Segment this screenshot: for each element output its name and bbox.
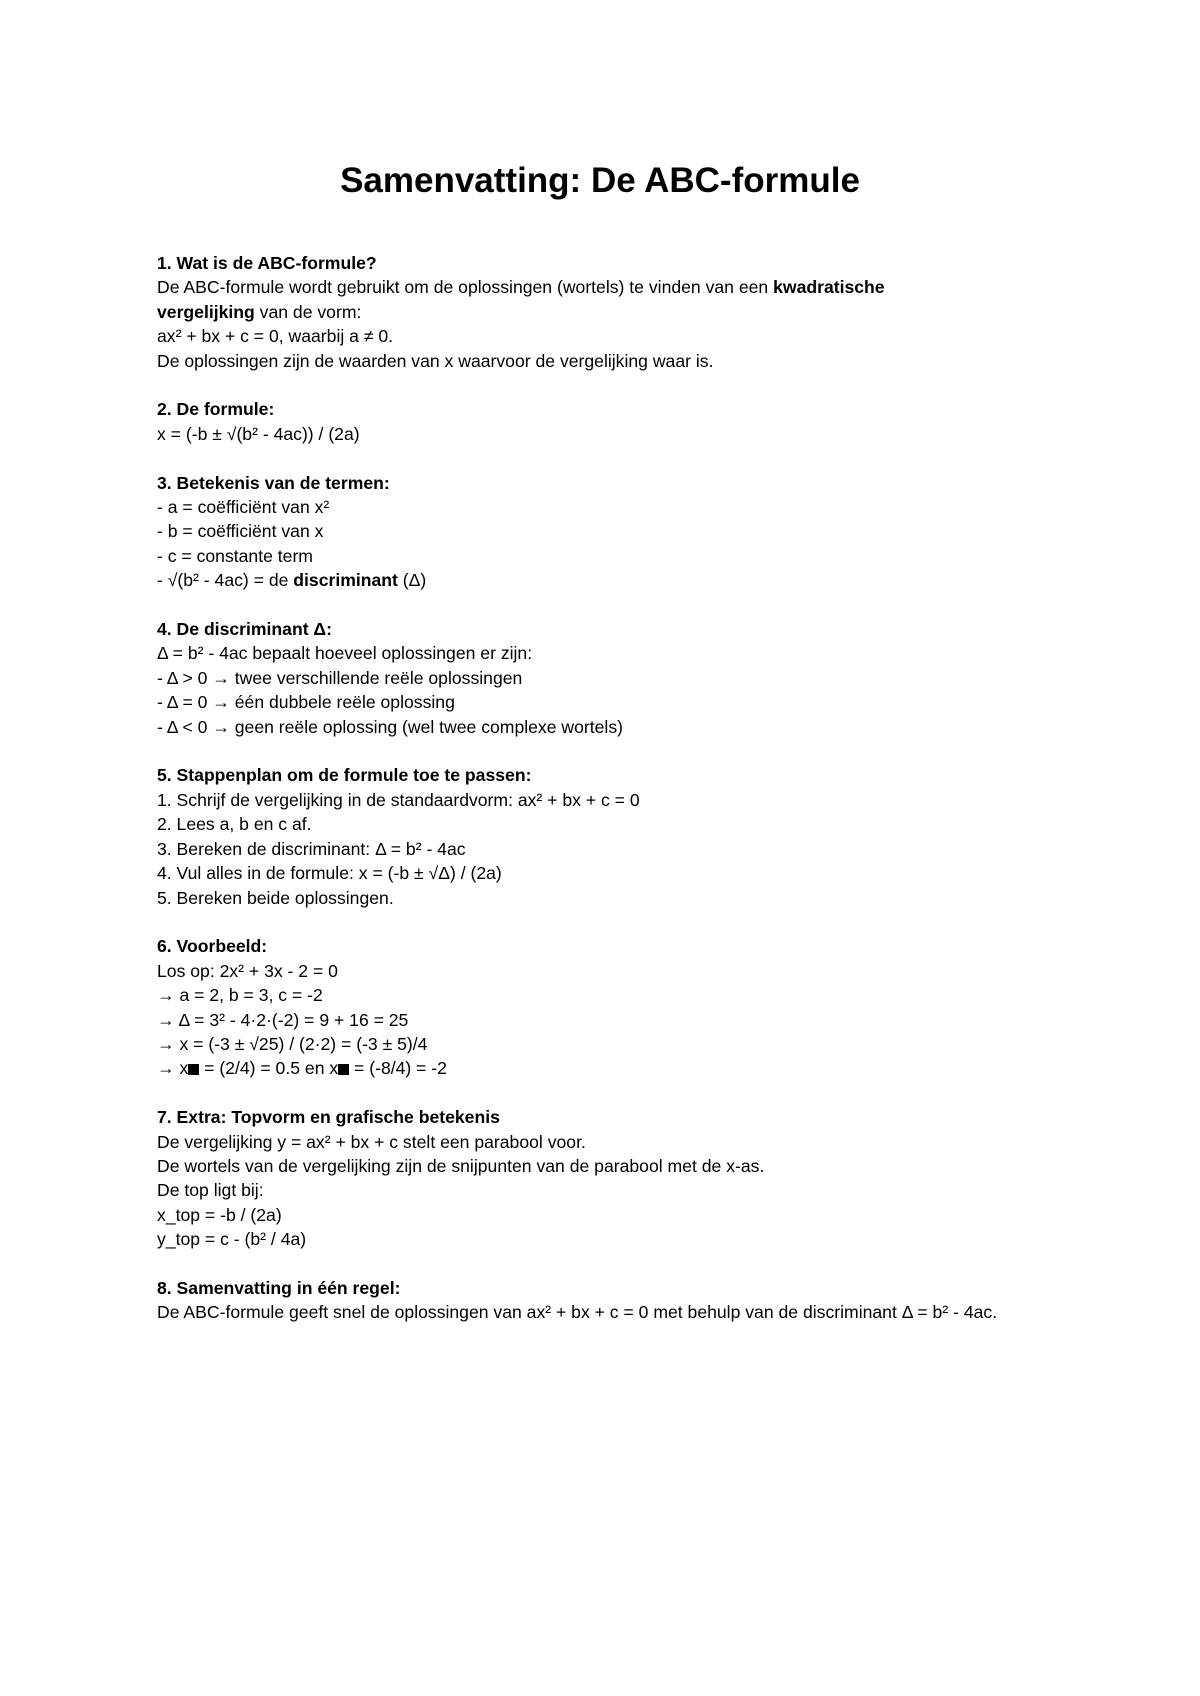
section-steps <box>157 763 1057 909</box>
section-summary <box>157 1276 1057 1325</box>
list-item: - a = coëfficiënt van x² <box>157 497 330 518</box>
section-formula <box>157 397 1057 446</box>
list-item: - Δ = 0 → één dubbele reële oplossing <box>157 692 455 713</box>
text-run: - √(b² - 4ac) = de <box>157 570 294 591</box>
text-line: y_top = c - (b² / 4a) <box>157 1229 307 1250</box>
list-item: 5. Bereken beide oplossingen. <box>157 887 394 908</box>
list-item: - Δ < 0 → geen reële oplossing (wel twee complexe wortels) <box>157 716 623 737</box>
section-example <box>157 934 1057 1080</box>
text-line: Los op: 2x² + 3x - 2 = 0 <box>157 960 338 981</box>
bold-term: vergelijking <box>157 301 255 322</box>
section-what-is <box>157 251 1057 373</box>
text-line: De wortels van de vergelijking zijn de snijpunten van de parabool met de x-as. <box>157 1155 765 1176</box>
section-heading: 6. Voorbeeld: <box>157 936 268 957</box>
list-item: 4. Vul alles in de formule: x = (-b ± √Δ) / (2a) <box>157 863 502 884</box>
text-line: Δ = b² - 4ac bepaalt hoeveel oplossingen er zijn: <box>157 643 533 664</box>
text-line: ax² + bx + c = 0, waarbij a ≠ 0. <box>157 326 394 347</box>
text-line: De ABC-formule geeft snel de oplossingen van ax² + bx + c = 0 met behulp van de discriminant Δ = b² - 4ac. <box>157 1302 998 1323</box>
formula-line: x = (-b ± √(b² - 4ac)) / (2a) <box>157 423 360 444</box>
text-line: → a = 2, b = 3, c = -2 <box>157 985 323 1006</box>
list-item: - b = coëfficiënt van x <box>157 521 324 542</box>
section-heading: 5. Stappenplan om de formule toe te passen: <box>157 765 532 786</box>
list-item: 2. Lees a, b en c af. <box>157 814 312 835</box>
list-item: 1. Schrijf de vergelijking in de standaardvorm: ax² + bx + c = 0 <box>157 789 640 810</box>
section-heading: 3. Betekenis van de termen: <box>157 472 390 493</box>
text-line <box>157 1056 1057 1080</box>
text-run: (Δ) <box>397 570 427 591</box>
text-line: x_top = -b / (2a) <box>157 1204 282 1225</box>
document-body <box>157 251 1057 1349</box>
section-heading: 7. Extra: Topvorm en grafische betekenis <box>157 1107 500 1128</box>
text-run: → x <box>157 1058 189 1079</box>
text-run: = (-8/4) = -2 <box>349 1058 447 1079</box>
page-title: Samenvatting: De ABC-formule <box>340 161 860 200</box>
list-item: - c = constante term <box>157 545 313 566</box>
text-run: = (2/4) = 0.5 en x <box>199 1058 339 1079</box>
text-line: De vergelijking y = ax² + bx + c stelt een parabool voor. <box>157 1131 586 1152</box>
section-extra <box>157 1105 1057 1251</box>
paragraph-intro <box>157 275 1057 324</box>
text-run: De ABC-formule wordt gebruikt om de oplossingen (wortels) te vinden van een <box>157 277 774 298</box>
text-line: De oplossingen zijn de waarden van x waarvoor de vergelijking waar is. <box>157 350 714 371</box>
bold-term: kwadratische <box>773 277 885 298</box>
text-line: → x = (-3 ± √25) / (2·2) = (-3 ± 5)/4 <box>157 1033 428 1054</box>
text-run: van de vorm: <box>254 301 362 322</box>
text-line: De top ligt bij: <box>157 1180 264 1201</box>
section-heading: 8. Samenvatting in één regel: <box>157 1277 401 1298</box>
list-item <box>157 568 1057 592</box>
section-discriminant <box>157 617 1057 739</box>
section-heading: 4. De discriminant Δ: <box>157 619 332 640</box>
bold-term: discriminant <box>293 570 398 591</box>
missing-glyph-box <box>188 1064 199 1075</box>
missing-glyph-box <box>338 1064 349 1075</box>
list-item: - Δ > 0 → twee verschillende reële oplossingen <box>157 667 523 688</box>
text-line: → Δ = 3² - 4·2·(-2) = 9 + 16 = 25 <box>157 1009 409 1030</box>
section-terms <box>157 471 1057 593</box>
section-heading: 2. De formule: <box>157 399 275 420</box>
list-item: 3. Bereken de discriminant: Δ = b² - 4ac <box>157 838 466 859</box>
section-heading: 1. Wat is de ABC-formule? <box>157 253 377 273</box>
